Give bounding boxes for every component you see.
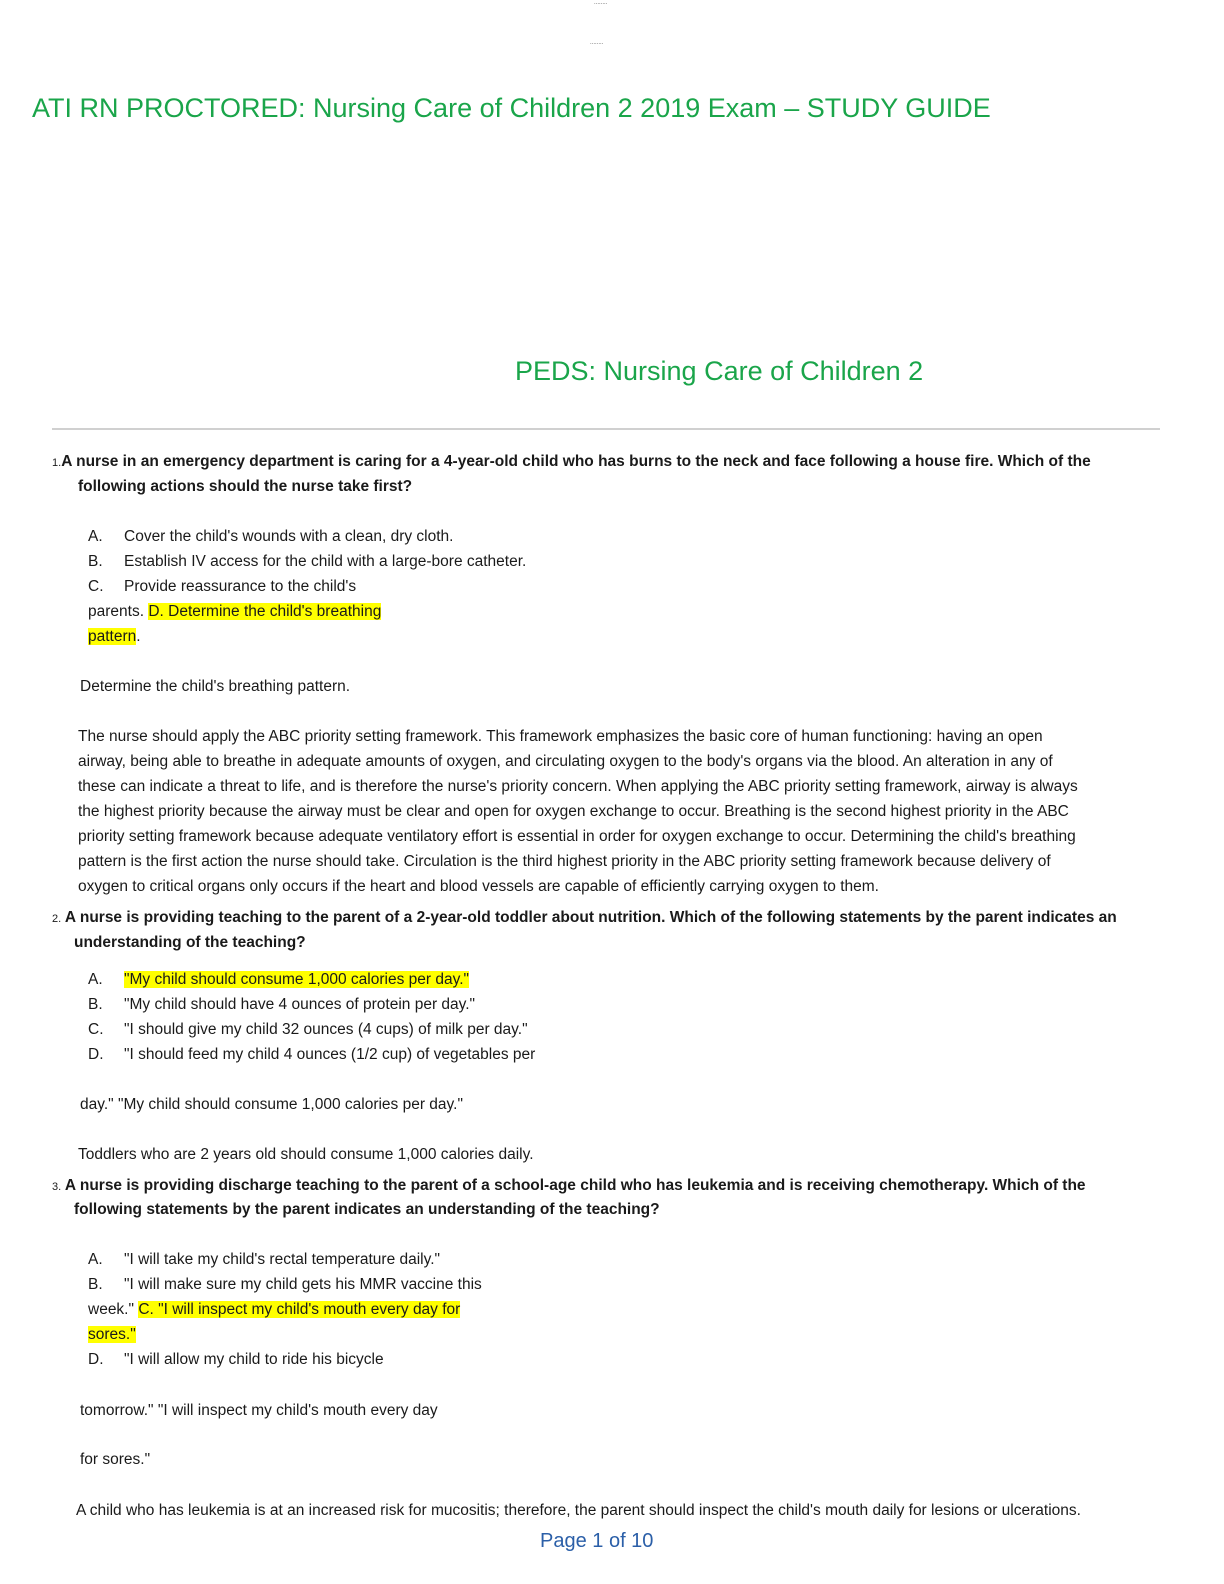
question-1-rationale-line1: The nurse should apply the ABC priority setting framework. This framework emphasizes the basic core of human functioning: having an open — [78, 728, 1043, 745]
question-1-rationale-line2: airway, being able to breathe in adequate amounts of oxygen, and circulating oxygen to the body's organs via the blood. An alteration in any of — [78, 753, 1053, 770]
question-3-rationale: A child who has leukemia is at an increased risk for mucositis; therefore, the parent should inspect the child's mouth daily for lesions or ulcerations. — [76, 1502, 1081, 1519]
question-1-option-b: B. Establish IV access for the child with a large-bore catheter. — [88, 553, 527, 570]
question-3-stem-line2: following statements by the parent indicates an understanding of the teaching? — [74, 1201, 660, 1218]
question-3-option-d-continued-2: for sores." — [80, 1451, 151, 1468]
question-2-option-a: A. "My child should consume 1,000 calories per day." — [88, 971, 470, 988]
question-2-option-c: C. "I should give my child 32 ounces (4 cups) of milk per day." — [88, 1021, 528, 1038]
question-3-option-c-highlight: C. "I will inspect my child's mouth every day for — [138, 1301, 461, 1318]
question-3-stem-line1: 3. A nurse is providing discharge teaching to the parent of a school-age child who has leukemia and is receiving chemotherapy. Which of the — [52, 1177, 1086, 1194]
question-1-number: 1. — [52, 457, 62, 469]
question-1-stem-line1: 1.A nurse in an emergency department is caring for a 4-year-old child who has burns to the neck and face following a house fire. Which of the — [52, 453, 1091, 470]
question-2-option-b: B. "My child should have 4 ounces of protein per day." — [88, 996, 476, 1013]
question-3-option-a: A. "I will take my child's rectal temperature daily." — [88, 1251, 441, 1268]
document-title: ATI RN PROCTORED: Nursing Care of Children 2 2019 Exam – STUDY GUIDE — [32, 93, 991, 123]
question-1-option-d-continued: pattern. — [88, 628, 141, 645]
question-3-option-b: B. "I will make sure my child gets his MMR vaccine this — [88, 1276, 482, 1293]
question-1-rationale-line5: priority setting framework because adequate ventilatory effort is essential in order for oxygen exchange to occur. Determining the child's breathing — [78, 828, 1076, 845]
question-2-number: 2. — [52, 913, 62, 925]
question-3-number: 3. — [52, 1181, 62, 1193]
document-subtitle: PEDS: Nursing Care of Children 2 — [515, 356, 924, 386]
question-1-rationale-line4: the highest priority because the airway must be clear and open for oxygen exchange to occur. Breathing is the second highest priority in the ABC — [78, 803, 1069, 820]
question-1-stem-line2: following actions should the nurse take first? — [78, 478, 413, 495]
question-3-option-d-continued: tomorrow." "I will inspect my child's mouth every day — [80, 1402, 438, 1419]
question-1-option-d-highlight: D. Determine the child's breathing — [148, 603, 382, 620]
horizontal-rule — [52, 428, 1160, 430]
question-3-option-d: D. "I will allow my child to ride his bicycle — [88, 1351, 384, 1368]
question-1-option-c: C. Provide reassurance to the child's — [88, 578, 357, 595]
question-2-option-d: D. "I should feed my child 4 ounces (1/2 cup) of vegetables per — [88, 1046, 536, 1063]
question-3-option-c-continued: sores." — [88, 1326, 136, 1343]
question-1-answer: Determine the child's breathing pattern. — [80, 678, 351, 695]
page-number: Page 1 of 10 — [540, 1530, 654, 1552]
question-1-option-a: A. Cover the child's wounds with a clean, dry cloth. — [88, 528, 454, 545]
question-2-stem-line1: 2. A nurse is providing teaching to the parent of a 2-year-old toddler about nutrition. Which of the following statements by the parent indicates an — [52, 909, 1117, 926]
question-1-rationale-line6: pattern is the first action the nurse should take. Circulation is the third highest priority in the ABC priority setting framework because delivery of — [78, 853, 1051, 870]
question-3-option-b-continued: week." C. "I will inspect my child's mouth every day for — [88, 1301, 461, 1318]
question-2-rationale: Toddlers who are 2 years old should consume 1,000 calories daily. — [78, 1146, 534, 1163]
header-dots-top: ........ — [594, 0, 608, 6]
question-1-rationale-line3: these can indicate a threat to life, and is therefore the nurse's priority concern. When applying the ABC priority setting framework, airway is always — [78, 778, 1078, 795]
header-dots-second: ........ — [590, 40, 604, 46]
question-1-option-c-continued: parents. D. Determine the child's breathing — [88, 603, 382, 620]
question-2-option-a-highlight: "My child should consume 1,000 calories per day." — [124, 971, 470, 988]
question-2-option-d-continued: day." "My child should consume 1,000 calories per day." — [80, 1096, 463, 1113]
question-1-rationale-line7: oxygen to critical organs only occurs if the heart and blood vessels are capable of efficiently carrying oxygen to them. — [78, 878, 879, 895]
question-2-stem-line2: understanding of the teaching? — [74, 934, 306, 951]
